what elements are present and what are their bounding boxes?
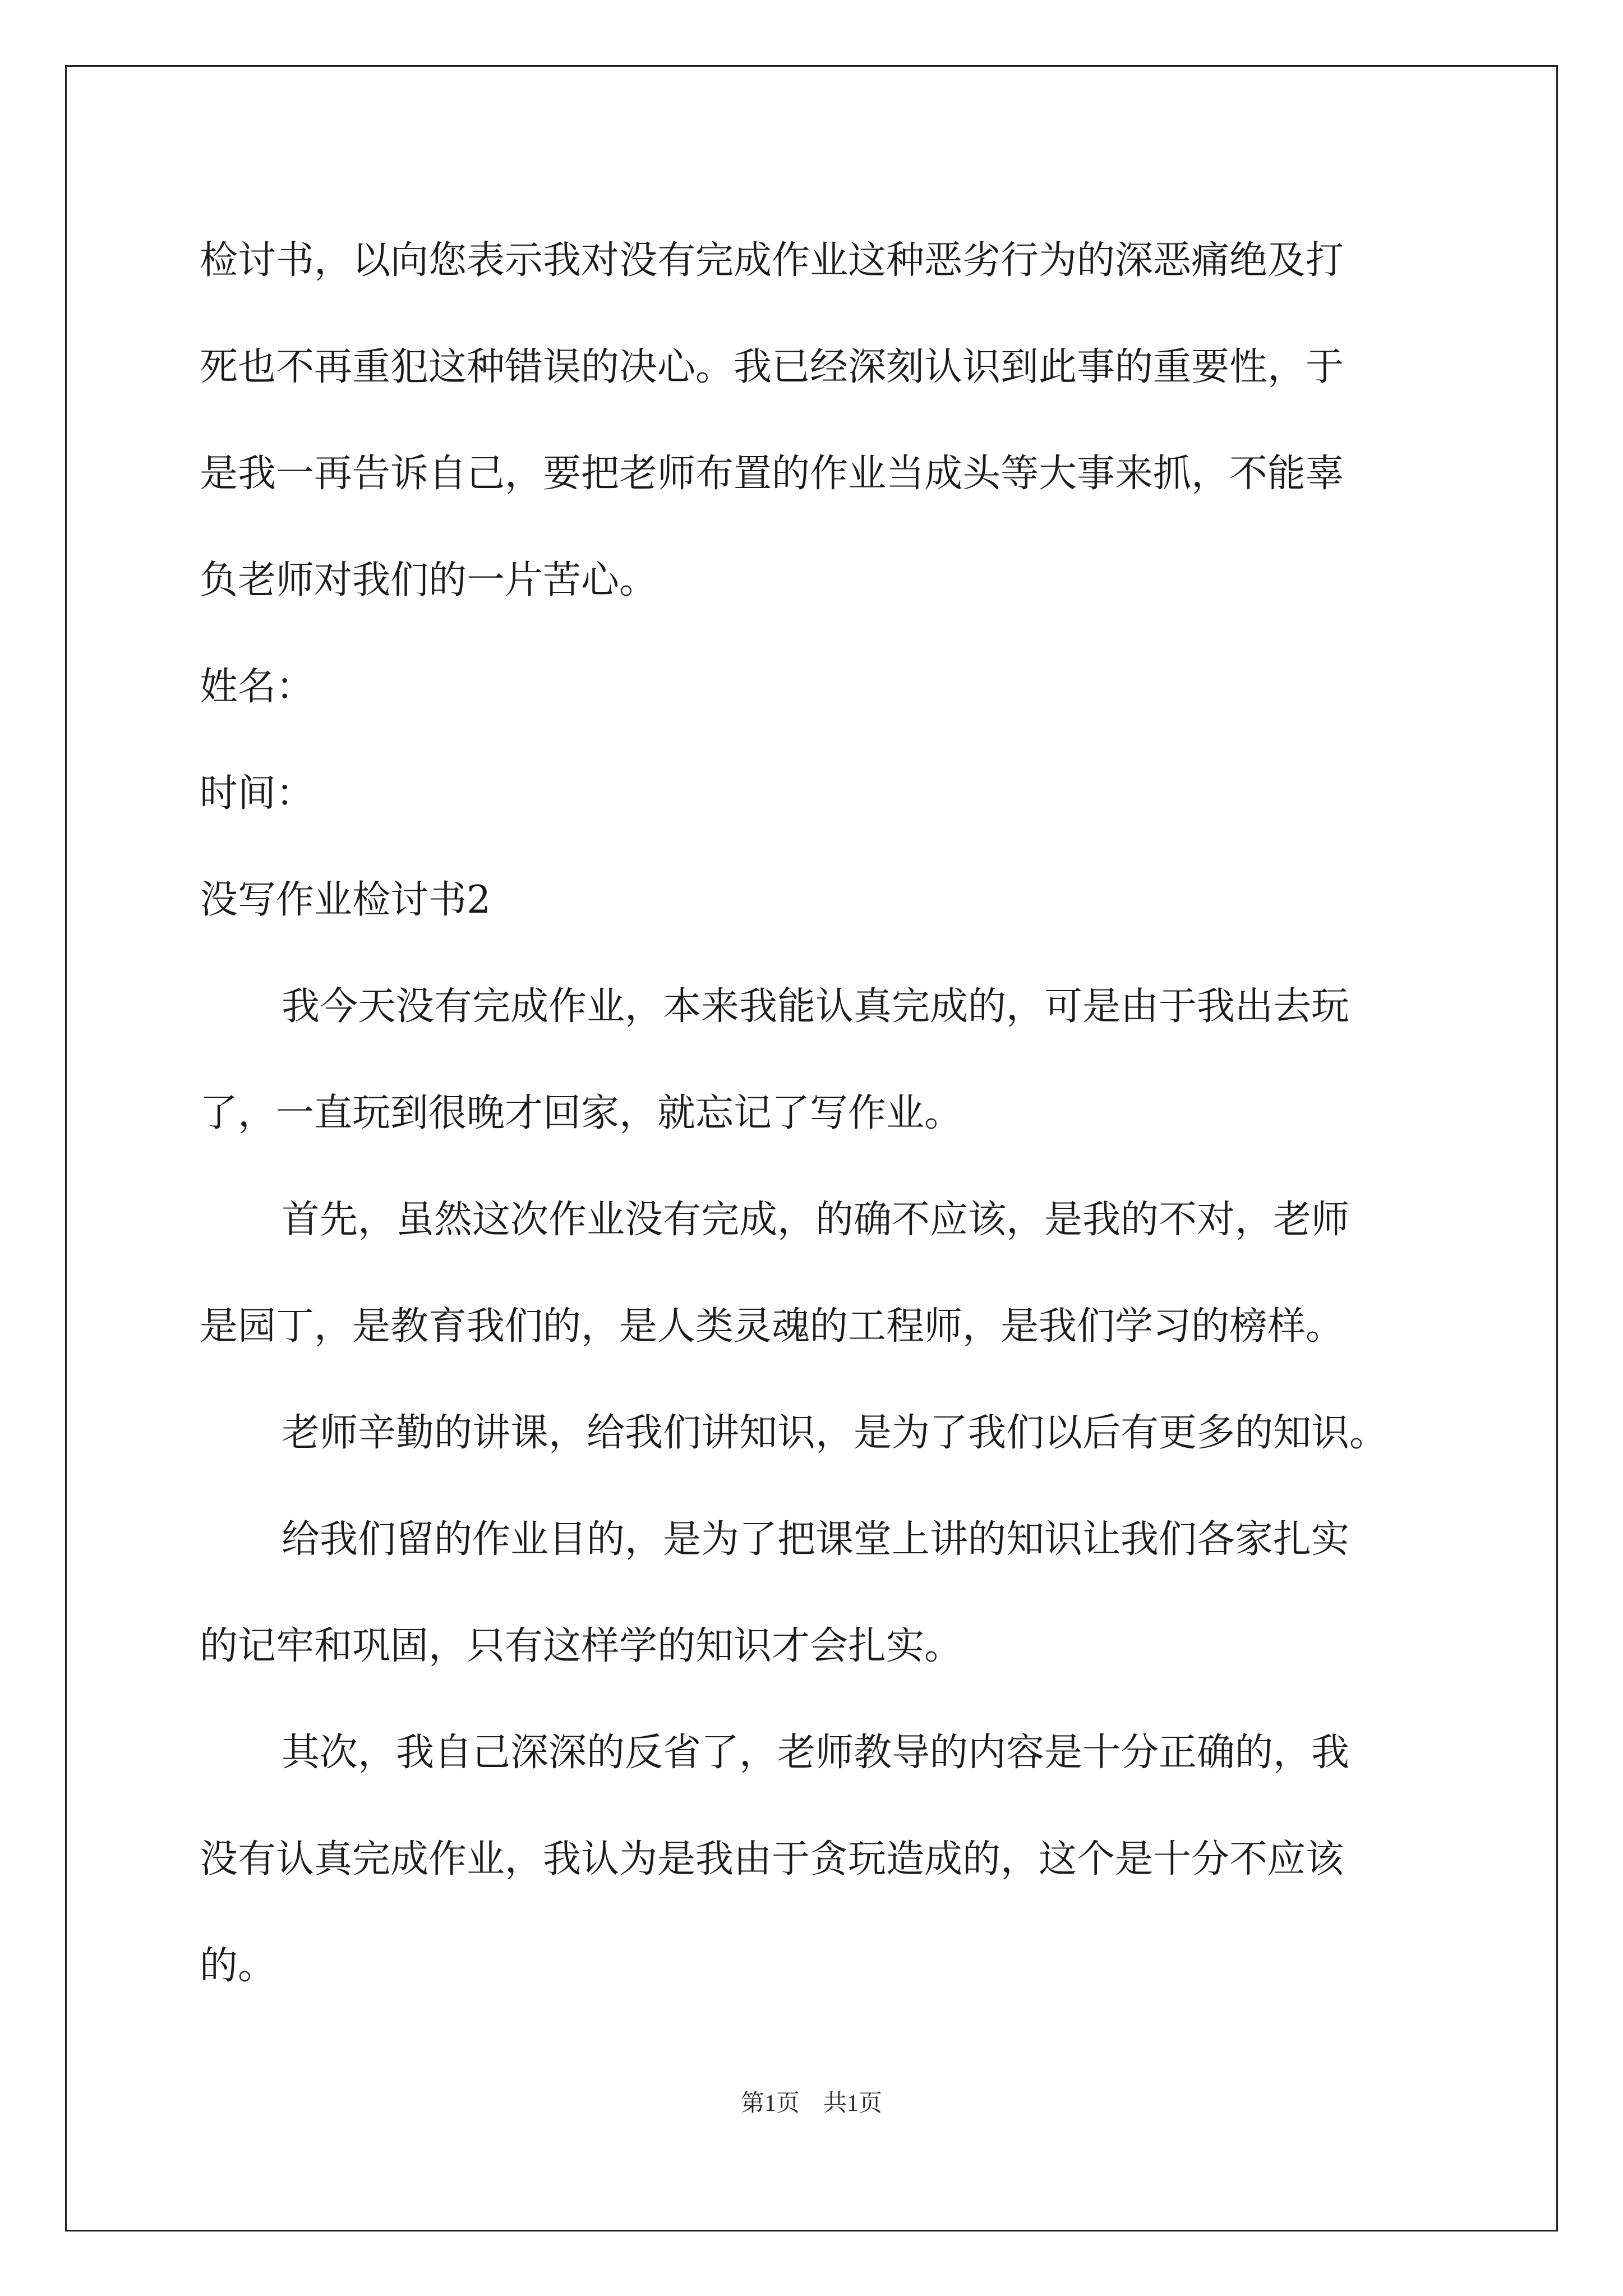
page-number-text: 第1页 共1页 (740, 2091, 882, 2116)
text-line: 其次，我自己深深的反省了，老师教导的内容是十分正确的，我 (282, 1731, 1350, 1775)
text-line: 的记牢和巩固，只有这样学的知识才会扎实。 (200, 1624, 963, 1668)
text-line: 没有认真完成作业，我认为是我由于贪玩造成的，这个是十分不应该 (200, 1837, 1344, 1881)
text-line: 是我一再告诉自己，要把老师布置的作业当成头等大事来抓，不能辜 (200, 452, 1344, 496)
document-body (200, 208, 1422, 2019)
text-line: 是园丁，是教育我们的，是人类灵魂的工程师，是我们学习的榜样。 (200, 1304, 1344, 1349)
text-line: 首先，虽然这次作业没有完成，的确不应该，是我的不对，老师 (282, 1198, 1350, 1242)
text-line: 负老师对我们的一片苦心。 (200, 558, 658, 602)
time-field-label: 时间： (200, 771, 315, 816)
text-line: 的。 (200, 1944, 276, 1988)
text-line: 死也不再重犯这种错误的决心。我已经深刻认识到此事的重要性，于 (200, 345, 1344, 389)
section-title: 没写作业检讨书2 (200, 878, 491, 922)
name-field-label: 姓名： (200, 665, 315, 709)
text-line: 了，一直玩到很晚才回家，就忘记了写作业。 (200, 1091, 963, 1135)
text-line: 检讨书，以向您表示我对没有完成作业这种恶劣行为的深恶痛绝及打 (200, 238, 1344, 283)
text-line: 老师辛勤的讲课，给我们讲知识，是为了我们以后有更多的知识。 (282, 1411, 1388, 1455)
text-line: 给我们留的作业目的，是为了把课堂上讲的知识让我们各家扎实 (282, 1517, 1350, 1562)
text-line: 我今天没有完成作业，本来我能认真完成的，可是由于我出去玩 (282, 984, 1350, 1029)
page-footer (0, 2087, 1623, 2120)
